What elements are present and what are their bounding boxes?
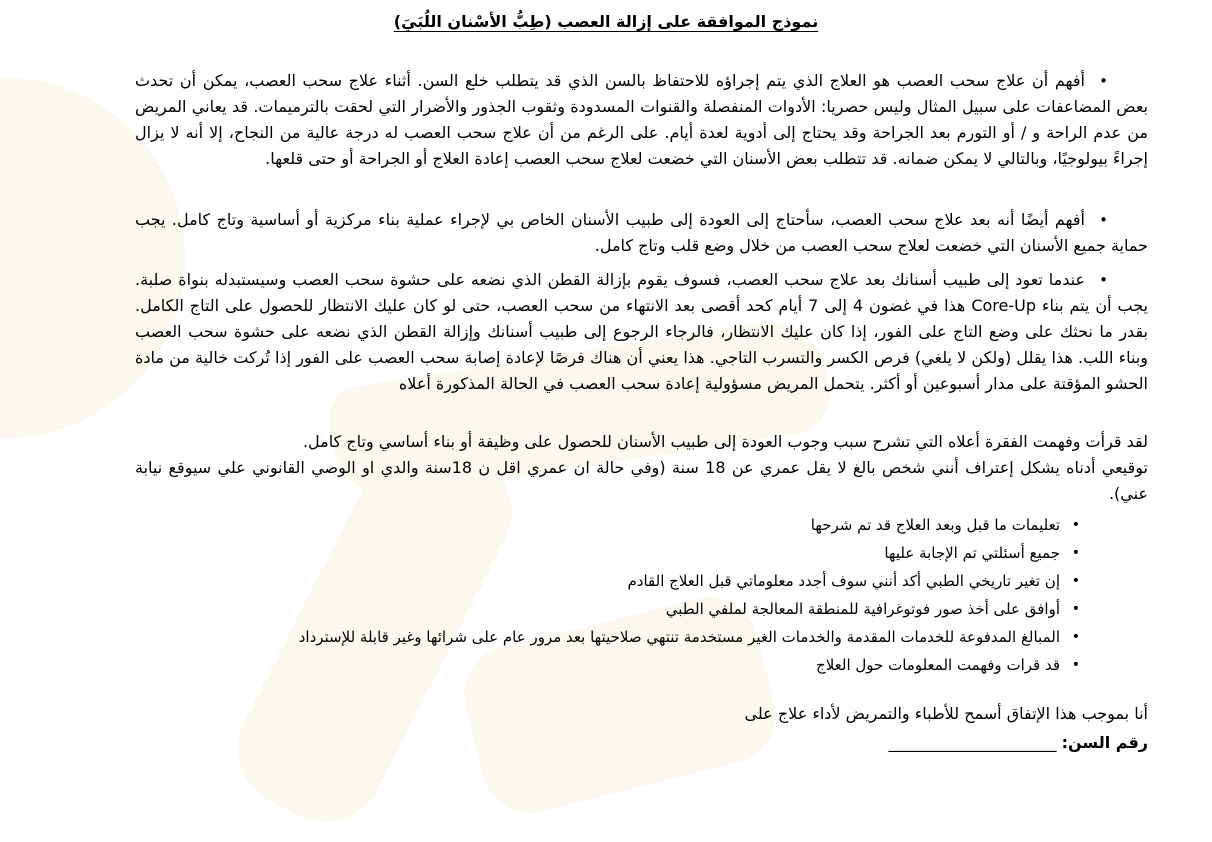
acknowledgment-checklist: [135, 512, 1148, 678]
consent-bullet-core-buildup: • عندما تعود إلى طبيب أسنانك بعد علاج سحب العصب، فسوف يقوم بإزالة القطن الذي نضعه على حشوة سحب العصب وسيستبدله بنواة صلبة. يجب أن يتم بناء Core-Up هذا في غضون 4 إلى 7 أيام كحد أقصى بعد الانتهاء من سحب العصب، حتى لو كان عليك الانتظار للحصول على التاج الكامل. بقدر ما نحثك على وضع التاج على الفور، إذا كان عليك الانتظار، فالرجاء الرجوع إلى طبيب أسنانك وإزالة القطن الذي نضعه على حشوة سحب العصب وبناء اللب. هذا يقلل (ولكن لا يلغي) فرص الكسر والتسرب التاجي. هذا يعني أن هناك فرصًا لإعادة إصابة سحب العصب على الفور إذا تُركت خالية من مادة الحشو المؤقتة على مدار أسبوعين أو أكثر. يتحمل المريض مسؤولية إعادة سحب العصب في الحالة المذكورة أعلاه: [135, 267, 1148, 423]
paragraph-read-understood: لقد قرأت وفهمت الفقرة أعلاه التي تشرح سبب وجوب العودة إلى طبيب الأسنان للحصول على وظيفة أو بناء أساسي وتاج كامل.: [302, 432, 1148, 451]
checklist-item-questions: • جميع أسئلتي تم الإجابة عليها: [135, 540, 1148, 566]
checklist-item-information-read: • قد قرات وفهمت المعلومات حول العلاج: [135, 652, 1148, 678]
tooth-number-blank-field[interactable]: _____________________: [888, 733, 1057, 752]
consent-bullet-procedure-risks: • أفهم أن علاج سحب العصب هو العلاج الذي يتم إجراؤه للاحتفاظ بالسن الذي قد يتطلب خلع السن. أثناء علاج سحب العصب، يمكن أن تحدث بعض المضاعفات على سبيل المثال وليس حصريا: الأدوات المنفصلة والقنوات المسدودة وثقوب الجذور والأضرار التي لحقت بالترميمات. قد يعاني المريض من عدم الراحة و / أو التورم بعد الجراحة وقد يحتاج إلى أدوية لعدة أيام. على الرغم من أن علاج سحب العصب له درجة عالية من النجاح، إلا أنه لا يزال إجراءً بيولوجيًا، وبالتالي لا يمكن ضمانه. قد تتطلب بعض الأسنان التي خضعت لعلاج سحب العصب إعادة العلاج أو الجراحة أو حتى قلعها.: [135, 68, 1148, 198]
consent-bullet-crown-needed: • أفهم أيضًا أنه بعد علاج سحب العصب، سأحتاج إلى العودة إلى طبيب الأسنان الخاص بي لإجراء عملية بناء مركزية أو أساسية وتاج كامل. يجب حماية جميع الأسنان التي خضعت لعلاج سحب العصب من خلال وضع قلب وتاج كامل.: [135, 207, 1148, 259]
checklist-item-instructions: • تعليمات ما قبل وبعد العلاج قد تم شرحها: [135, 512, 1148, 538]
tooth-number-label: رقم السن:: [1061, 733, 1148, 752]
tooth-number-row: [135, 730, 1148, 756]
paragraph-signature-age: توقيعي أدناه يشكل إعتراف أنني شخص بالغ لا يقل عمري عن 18 سنة (وفي حالة ان عمري اقل ن 18سنة والدي او الوصي القانوني علي سيوقع نيابة عني).: [135, 458, 1149, 503]
form-body: [135, 68, 1148, 680]
checklist-item-payments-expiry: • المبالغ المدفوعة للخدمات المقدمة والخدمات الغير مستخدمة تنتهي صلاحيتها بعد مرور عام على شرائها وغير قابلة للإسترداد: [135, 624, 1148, 650]
agreement-statement: أنا بموجب هذا الإتفاق أسمح للأطباء والتمريض لأداء علاج على: [744, 704, 1148, 723]
checklist-item-medical-history: • إن تغير تاريخي الطبي أكد أنني سوف أجدد معلوماتي قبل العلاج القادم: [135, 568, 1148, 594]
form-title: نموذج الموافقة على إزالة العصب (طِبُّ الأسْنان اللُبَيَ): [393, 12, 819, 31]
checklist-item-photos: • أوافق على أخذ صور فوتوغرافية للمنطقة المعالجة لملفي الطبي: [135, 596, 1148, 622]
